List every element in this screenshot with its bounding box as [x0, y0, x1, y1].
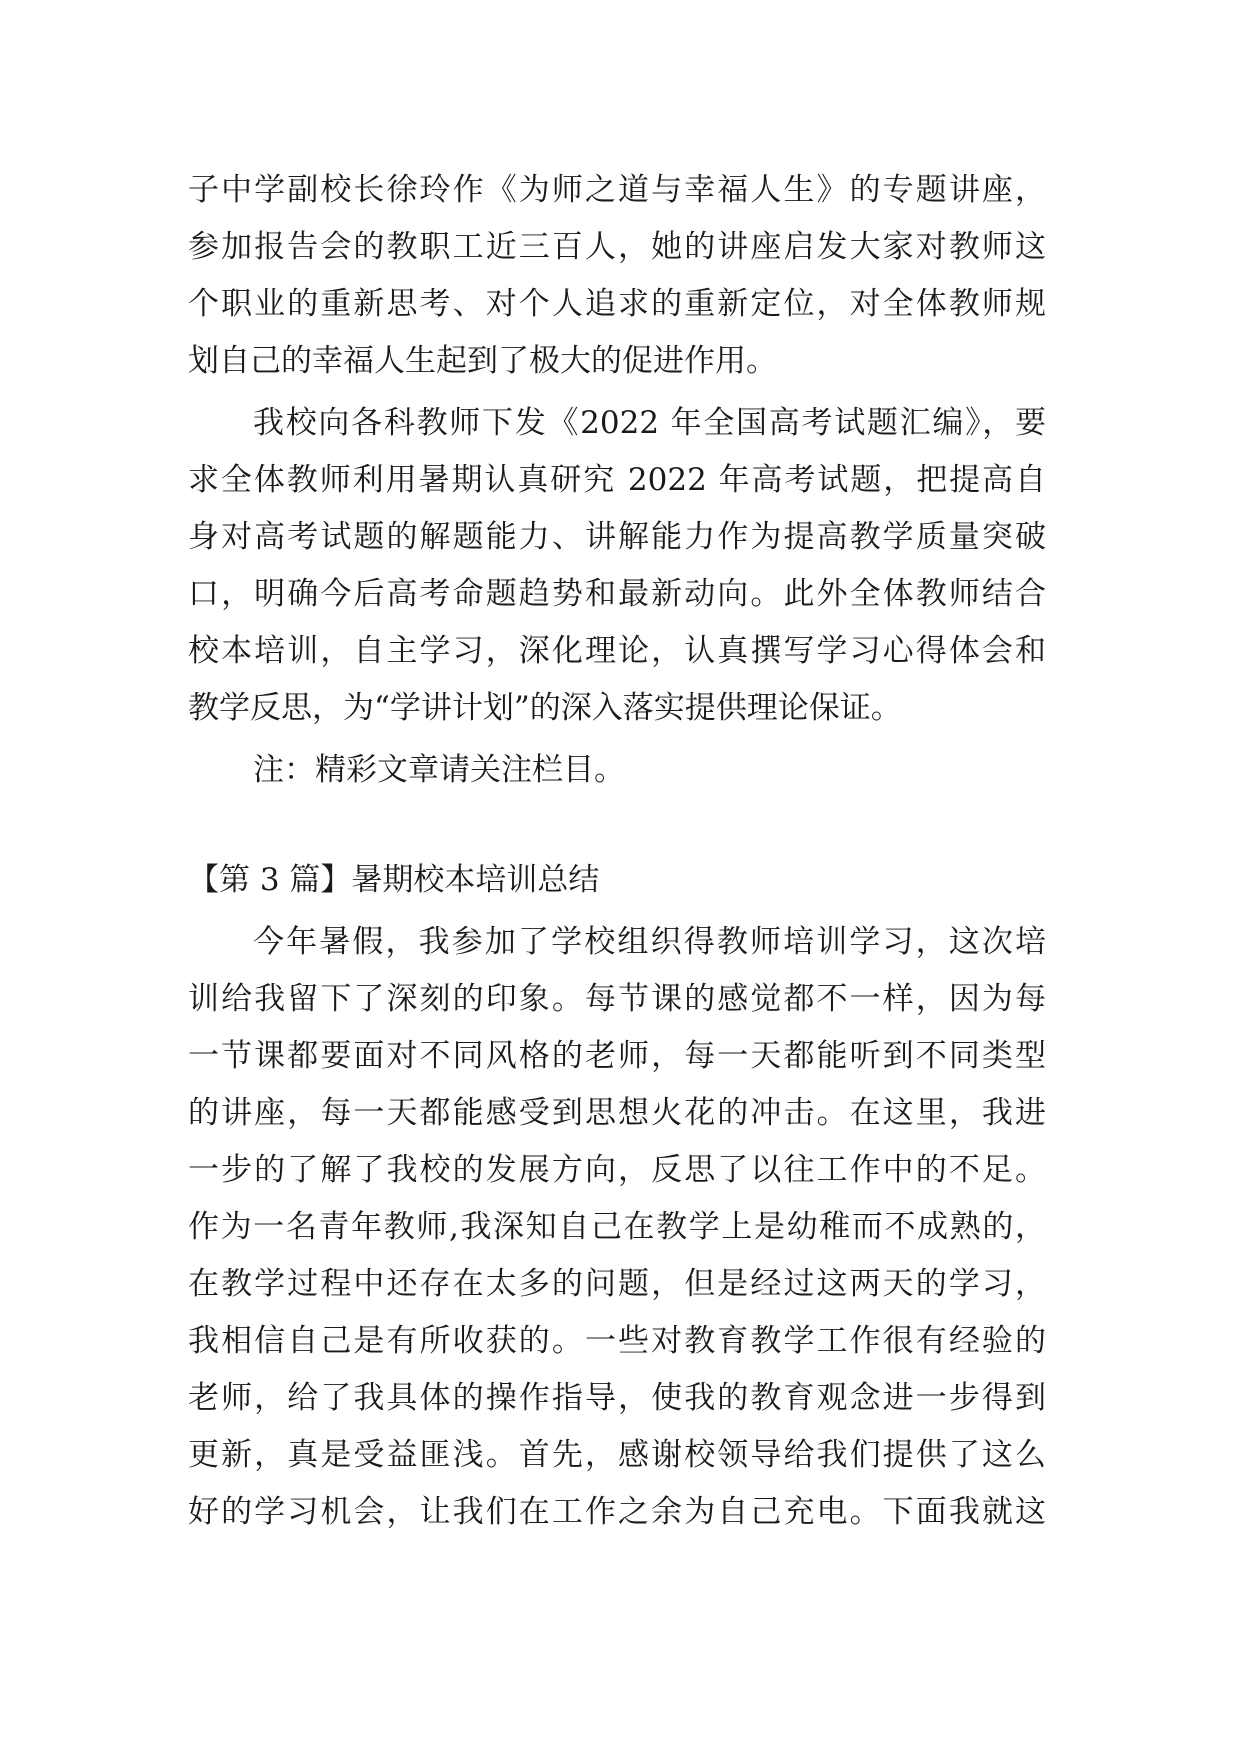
paragraph-line: 口，明确今后高考命题趋势和最新动向。此外全体教师结合 — [188, 576, 1046, 612]
paragraph-line: 教学反思，为“学讲计划”的深入落实提供理论保证。 — [188, 690, 902, 726]
article-heading: 【第 3 篇】暑期校本培训总结 — [188, 862, 600, 898]
paragraph-line: 好的学习机会，让我们在工作之余为自己充电。下面我就这 — [188, 1494, 1046, 1530]
paragraph-line: 我相信自己是有所收获的。一些对教育教学工作很有经验的 — [188, 1323, 1046, 1359]
paragraph-line: 老师，给了我具体的操作指导，使我的教育观念进一步得到 — [188, 1380, 1046, 1416]
paragraph-line: 校本培训，自主学习，深化理论，认真撰写学习心得体会和 — [188, 633, 1046, 669]
paragraph-line: 我校向各科教师下发《2022 年全国高考试题汇编》，要 — [253, 405, 1046, 441]
paragraph-line: 作为一名青年教师,我深知自己在教学上是幼稚而不成熟的， — [188, 1209, 1046, 1245]
paragraph-line: 在教学过程中还存在太多的问题，但是经过这两天的学习， — [188, 1266, 1046, 1302]
paragraph-line: 一步的了解了我校的发展方向，反思了以往工作中的不足。 — [188, 1152, 1046, 1188]
paragraph-line: 个职业的重新思考、对个人追求的重新定位，对全体教师规 — [188, 286, 1046, 322]
paragraph-line: 求全体教师利用暑期认真研究 2022 年高考试题，把提高自 — [188, 462, 1046, 498]
paragraph-line: 划自己的幸福人生起到了极大的促进作用。 — [188, 343, 777, 379]
note-text: 注：精彩文章请关注栏目。 — [253, 752, 625, 788]
paragraph-line: 身对高考试题的解题能力、讲解能力作为提高教学质量突破 — [188, 519, 1046, 555]
paragraph-line: 训给我留下了深刻的印象。每节课的感觉都不一样，因为每 — [188, 981, 1046, 1017]
paragraph-line: 的讲座，每一天都能感受到思想火花的冲击。在这里，我进 — [188, 1095, 1046, 1131]
paragraph-line: 更新，真是受益匪浅。首先，感谢校领导给我们提供了这么 — [188, 1437, 1046, 1473]
paragraph-line: 一节课都要面对不同风格的老师，每一天都能听到不同类型 — [188, 1038, 1046, 1074]
paragraph-line: 子中学副校长徐玲作《为师之道与幸福人生》的专题讲座， — [188, 172, 1046, 208]
paragraph-line: 参加报告会的教职工近三百人，她的讲座启发大家对教师这 — [188, 229, 1046, 265]
paragraph-line: 今年暑假，我参加了学校组织得教师培训学习，这次培 — [253, 924, 1046, 960]
